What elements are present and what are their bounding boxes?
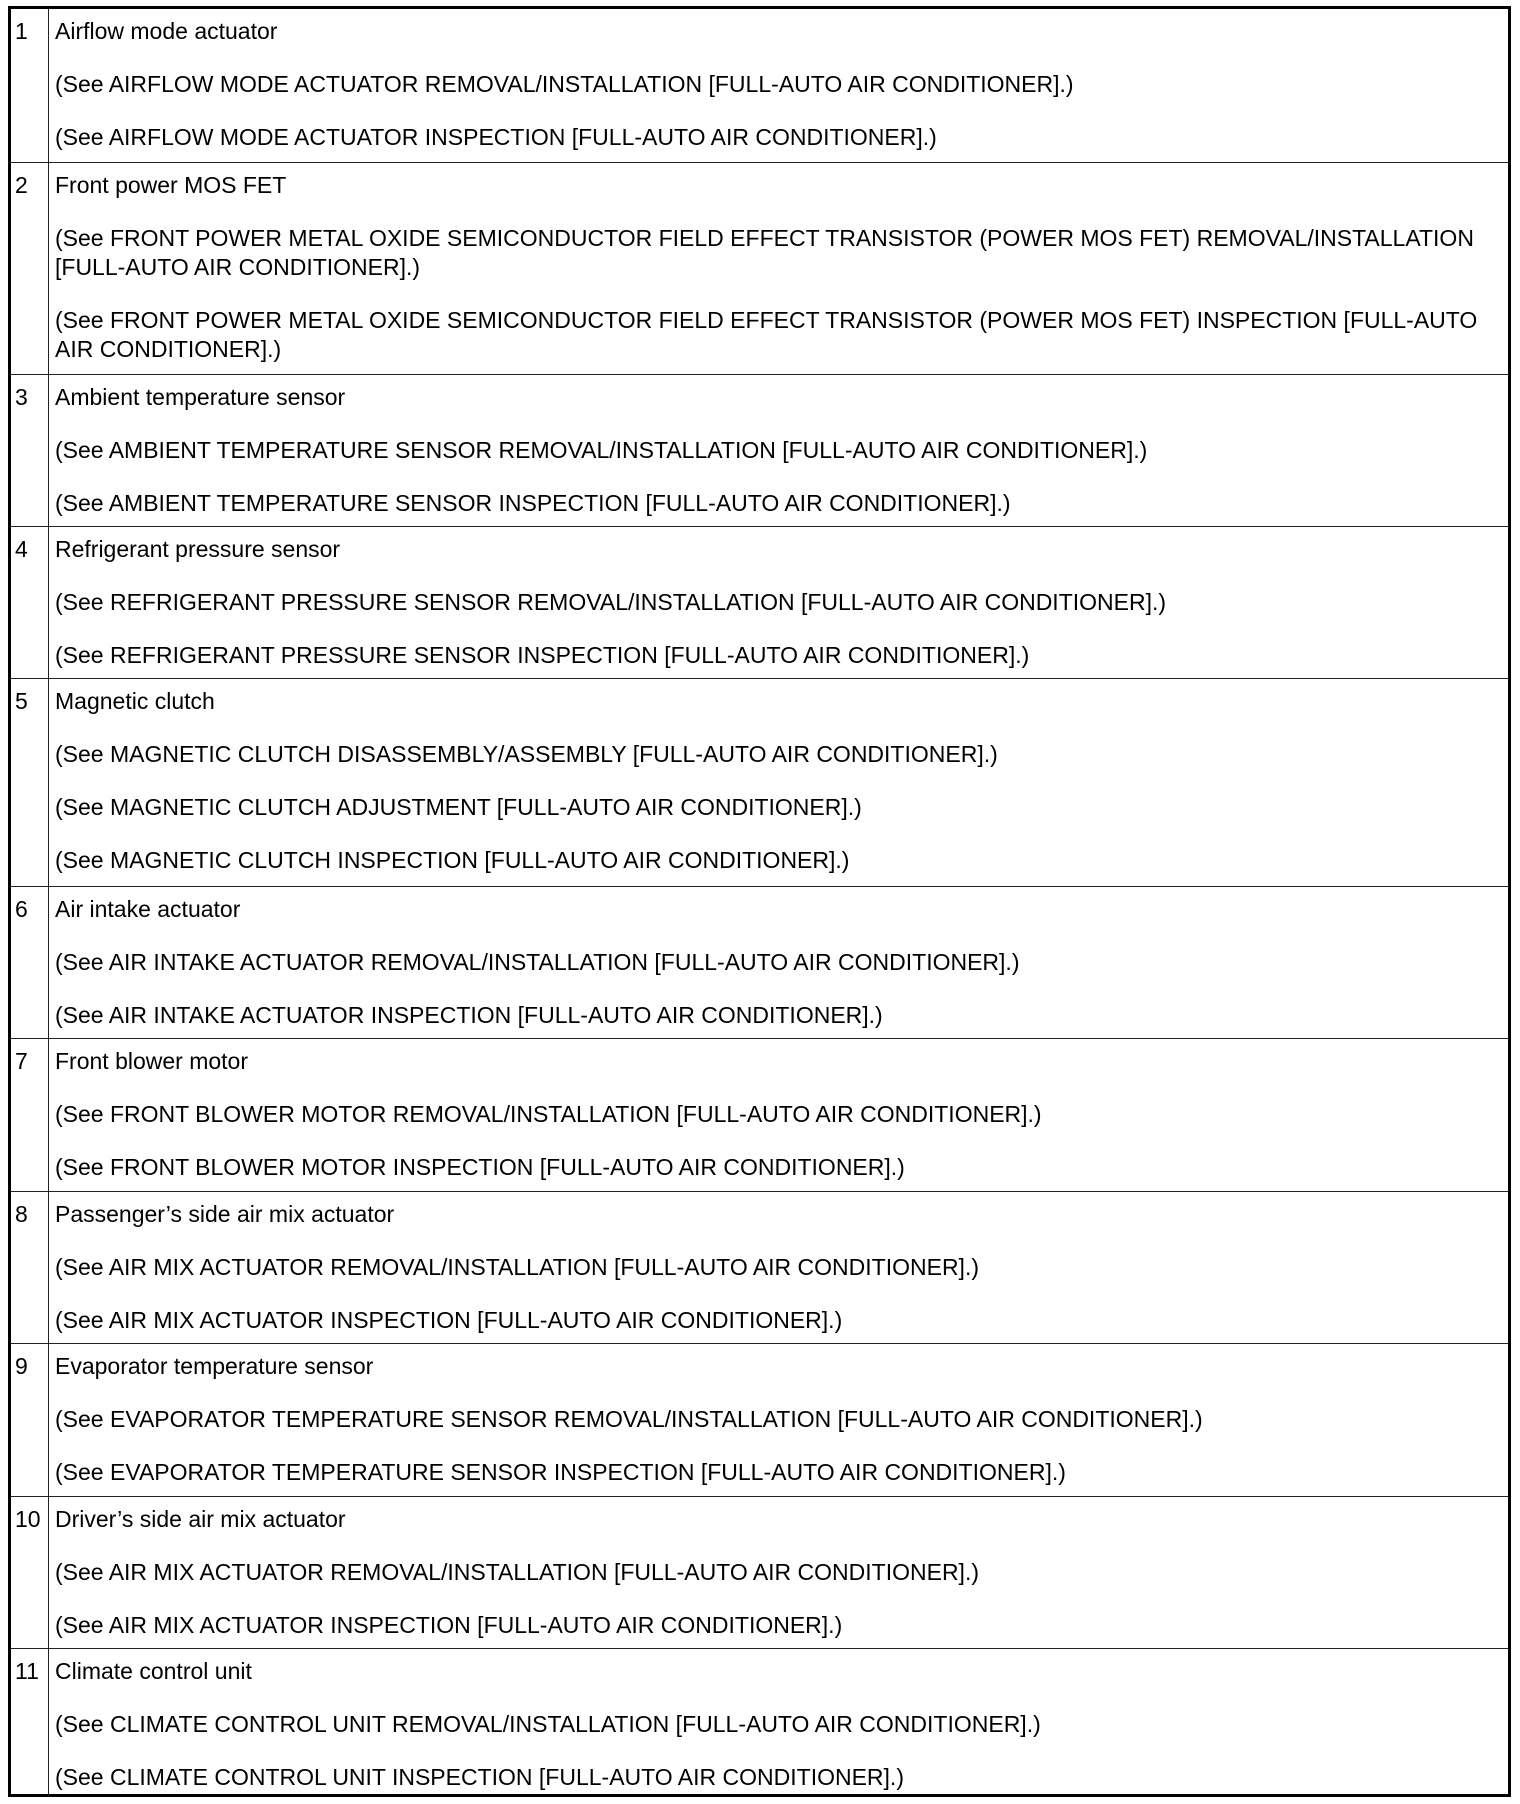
component-name: Refrigerant pressure sensor — [55, 536, 341, 562]
component-name: Evaporator temperature sensor — [55, 1353, 374, 1379]
table-row — [11, 526, 1508, 678]
table-row — [11, 1038, 1508, 1191]
row-content — [49, 375, 1508, 526]
reference-link[interactable]: (See AMBIENT TEMPERATURE SENSOR INSPECTION [FULL-AUTO AIR CONDITIONER].) — [55, 490, 1011, 516]
row-content — [49, 1649, 1508, 1796]
reference-link[interactable]: (See MAGNETIC CLUTCH DISASSEMBLY/ASSEMBLY [FULL-AUTO AIR CONDITIONER].) — [55, 741, 998, 767]
reference-link[interactable]: (See REFRIGERANT PRESSURE SENSOR INSPECTION [FULL-AUTO AIR CONDITIONER].) — [55, 642, 1030, 668]
row-number: 3 — [11, 375, 49, 526]
reference-link[interactable]: (See MAGNETIC CLUTCH INSPECTION [FULL-AUTO AIR CONDITIONER].) — [55, 847, 850, 873]
component-name: Ambient temperature sensor — [55, 384, 346, 410]
reference-link[interactable]: (See EVAPORATOR TEMPERATURE SENSOR INSPECTION [FULL-AUTO AIR CONDITIONER].) — [55, 1459, 1066, 1485]
component-name: Front blower motor — [55, 1048, 249, 1074]
component-name: Air intake actuator — [55, 896, 241, 922]
table-row — [11, 162, 1508, 374]
component-name: Magnetic clutch — [55, 688, 215, 714]
table-row — [11, 1648, 1508, 1796]
reference-link[interactable]: (See AIRFLOW MODE ACTUATOR REMOVAL/INSTALLATION [FULL-AUTO AIR CONDITIONER].) — [55, 71, 1074, 97]
reference-link[interactable]: (See AMBIENT TEMPERATURE SENSOR REMOVAL/INSTALLATION [FULL-AUTO AIR CONDITIONER].) — [55, 437, 1148, 463]
component-name: Passenger’s side air mix actuator — [55, 1201, 395, 1227]
component-name: Airflow mode actuator — [55, 18, 278, 44]
row-number: 8 — [11, 1192, 49, 1343]
row-content — [49, 527, 1508, 678]
component-name: Climate control unit — [55, 1658, 252, 1684]
row-number: 7 — [11, 1039, 49, 1191]
table-row — [11, 1343, 1508, 1496]
component-name: Front power MOS FET — [55, 172, 287, 198]
row-content — [49, 1039, 1508, 1191]
row-number: 1 — [11, 9, 49, 162]
reference-link[interactable]: (See EVAPORATOR TEMPERATURE SENSOR REMOVAL/INSTALLATION [FULL-AUTO AIR CONDITIONER].) — [55, 1406, 1203, 1432]
table-row — [11, 678, 1508, 886]
table-row — [11, 374, 1508, 526]
reference-link[interactable]: (See AIR MIX ACTUATOR INSPECTION [FULL-AUTO AIR CONDITIONER].) — [55, 1612, 843, 1638]
row-number: 5 — [11, 679, 49, 886]
component-name: Driver’s side air mix actuator — [55, 1506, 346, 1532]
component-table — [8, 6, 1511, 1797]
row-content — [49, 887, 1508, 1038]
table-row — [11, 1496, 1508, 1648]
reference-link[interactable]: (See AIR MIX ACTUATOR REMOVAL/INSTALLATION [FULL-AUTO AIR CONDITIONER].) — [55, 1254, 979, 1280]
reference-link[interactable]: (See AIR INTAKE ACTUATOR REMOVAL/INSTALLATION [FULL-AUTO AIR CONDITIONER].) — [55, 949, 1020, 975]
reference-link[interactable]: (See FRONT POWER METAL OXIDE SEMICONDUCTOR FIELD EFFECT TRANSISTOR (POWER MOS FET) INSPECTION [FULL-AUTO AIR CONDITIONER].) — [55, 307, 1478, 362]
reference-link[interactable]: (See CLIMATE CONTROL UNIT INSPECTION [FULL-AUTO AIR CONDITIONER].) — [55, 1764, 904, 1790]
row-content — [49, 679, 1508, 886]
row-number: 11 — [11, 1649, 49, 1796]
table-row — [11, 9, 1508, 162]
table-row — [11, 886, 1508, 1038]
reference-link[interactable]: (See AIRFLOW MODE ACTUATOR INSPECTION [FULL-AUTO AIR CONDITIONER].) — [55, 124, 937, 150]
reference-link[interactable]: (See REFRIGERANT PRESSURE SENSOR REMOVAL/INSTALLATION [FULL-AUTO AIR CONDITIONER].) — [55, 589, 1167, 615]
row-content — [49, 1192, 1508, 1343]
row-content — [49, 9, 1508, 162]
reference-link[interactable]: (See FRONT BLOWER MOTOR INSPECTION [FULL-AUTO AIR CONDITIONER].) — [55, 1154, 905, 1180]
reference-link[interactable]: (See MAGNETIC CLUTCH ADJUSTMENT [FULL-AUTO AIR CONDITIONER].) — [55, 794, 862, 820]
table-row — [11, 1191, 1508, 1343]
reference-link[interactable]: (See AIR MIX ACTUATOR INSPECTION [FULL-AUTO AIR CONDITIONER].) — [55, 1307, 843, 1333]
reference-link[interactable]: (See CLIMATE CONTROL UNIT REMOVAL/INSTALLATION [FULL-AUTO AIR CONDITIONER].) — [55, 1711, 1041, 1737]
row-number: 6 — [11, 887, 49, 1038]
reference-link[interactable]: (See FRONT BLOWER MOTOR REMOVAL/INSTALLATION [FULL-AUTO AIR CONDITIONER].) — [55, 1101, 1042, 1127]
row-number: 2 — [11, 163, 49, 374]
row-content — [49, 163, 1508, 374]
reference-link[interactable]: (See AIR INTAKE ACTUATOR INSPECTION [FULL-AUTO AIR CONDITIONER].) — [55, 1002, 883, 1028]
reference-link[interactable]: (See FRONT POWER METAL OXIDE SEMICONDUCTOR FIELD EFFECT TRANSISTOR (POWER MOS FET) REMOVAL/INSTALLATION [FULL-AUTO AIR CONDITIONER].) — [55, 225, 1474, 280]
row-content — [49, 1344, 1508, 1496]
row-content — [49, 1497, 1508, 1648]
reference-link[interactable]: (See AIR MIX ACTUATOR REMOVAL/INSTALLATION [FULL-AUTO AIR CONDITIONER].) — [55, 1559, 979, 1585]
row-number: 4 — [11, 527, 49, 678]
row-number: 10 — [11, 1497, 49, 1648]
row-number: 9 — [11, 1344, 49, 1496]
